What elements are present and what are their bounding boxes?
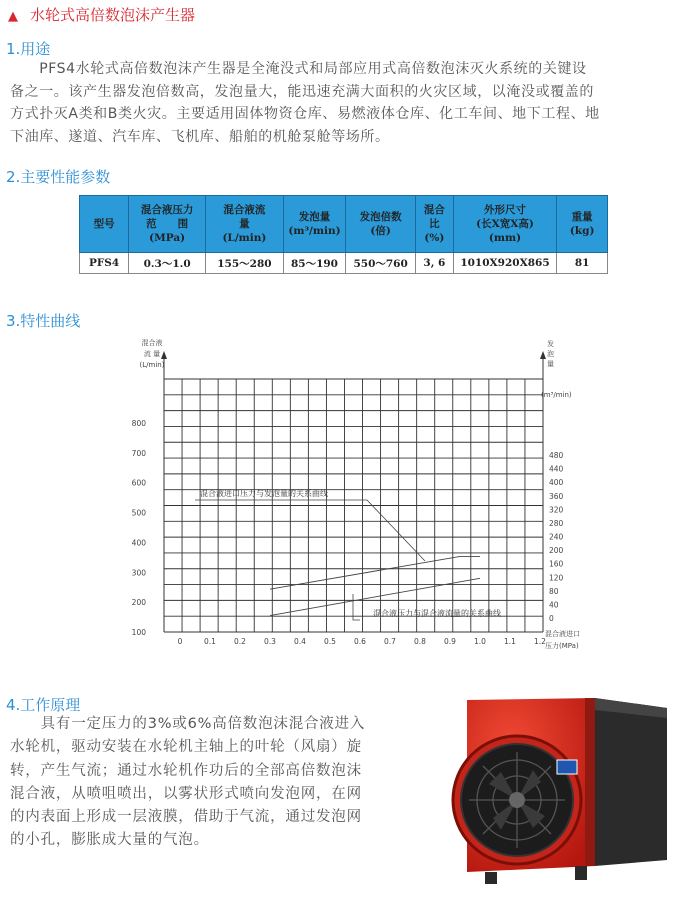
usage-line: 备之一。该产生器发泡倍数高，发泡量大，能迅速充满大面积的火灾区域，以淹没或覆盖的	[10, 83, 594, 100]
principle-line: 混合液，从喷咀喷出，以雾状形式喷向发泡网，在网	[10, 785, 362, 802]
x-tick-label: 0.8	[414, 637, 426, 646]
x-axis-label: 压力(MPa)	[545, 642, 579, 650]
x-tick-label: 0	[177, 637, 183, 646]
principle-line: 的内表面上形成一层液膜，借助于气流，通过发泡网	[10, 809, 362, 826]
principle-line: 水轮机，驱动安装在水轮机主轴上的叶轮（风扇）旋	[10, 739, 362, 756]
right-tick-label: 400	[549, 478, 564, 488]
right-axis-label: (m³/min)	[541, 391, 572, 399]
usage-line: 方式扑灭A类和B类火灾。主要适用固体物资仓库、易燃液体仓库、化工车间、地下工程、地	[10, 106, 600, 122]
left-tick-label: 700	[131, 448, 146, 458]
series-annotation: 混合液压力与混合液流量的关系曲线	[373, 609, 501, 618]
table-cell: 81	[557, 253, 608, 274]
table-cell: 550～760	[346, 253, 416, 274]
header-cell: 发泡量 (m³/min)	[283, 196, 345, 253]
table-cell: 3, 6	[416, 253, 454, 274]
left-tick-label: 600	[131, 478, 146, 488]
x-tick-label: 1.1	[504, 637, 516, 646]
x-tick-label: 0.4	[294, 637, 306, 646]
right-tick-label: 120	[549, 573, 564, 583]
triangle-icon: ▲	[8, 9, 18, 24]
x-tick-label: 0.1	[204, 637, 216, 646]
left-tick-label: 100	[131, 628, 146, 637]
header-cell: 混合液流 量 (L/min)	[206, 196, 284, 253]
left-tick-label: 400	[131, 538, 146, 548]
right-tick-label: 200	[549, 546, 564, 556]
x-tick-label: 0.3	[264, 637, 276, 646]
right-tick-label: 40	[549, 600, 559, 610]
usage-line: 下油库、遂道、汽车库、飞机库、船舶的机舱泵舱等场所。	[10, 128, 390, 145]
x-tick-label: 1.0	[474, 637, 486, 646]
arrow-icon	[540, 351, 546, 359]
left-axis-label: (L/min)	[139, 361, 165, 369]
x-tick-label: 0.9	[444, 637, 456, 646]
header-cell: 外形尺寸 (长X宽X高) (mm)	[453, 196, 557, 253]
principle-line: 转，产生气流；通过水轮机作功后的全部高倍数泡沫	[10, 762, 362, 779]
header-cell: 混合液压力 范 围 (MPa)	[129, 196, 206, 253]
section-heading-usage: 1.用途	[6, 40, 51, 58]
header-cell: 型号	[80, 196, 129, 253]
header-cell: 重量 (kg)	[557, 196, 608, 253]
annotation-leader	[195, 500, 425, 561]
foam-generator-image	[445, 690, 675, 890]
header-cell: 混合 比 (%)	[416, 196, 454, 253]
right-axis-label: 量	[547, 360, 554, 368]
principle-paragraph	[10, 713, 410, 853]
left-tick-label: 300	[131, 568, 146, 578]
table-cell: 155～280	[206, 253, 284, 274]
right-tick-label: 360	[549, 491, 564, 501]
x-tick-label: 0.6	[354, 637, 366, 646]
right-tick-label: 320	[549, 505, 564, 515]
usage-line: PFS4水轮式高倍数泡沫产生器是全淹没式和局部应用式高倍数泡沫灭火系统的关键设	[10, 61, 587, 77]
spec-table	[79, 195, 608, 274]
principle-line: 的小孔，膨胀成大量的气泡。	[10, 832, 209, 849]
left-tick-label: 500	[131, 508, 146, 518]
page-title	[8, 4, 195, 25]
arrow-icon	[161, 351, 167, 359]
x-tick-label: 1.2	[534, 637, 546, 646]
left-axis-label: 混合液	[141, 339, 163, 347]
right-tick-label: 160	[549, 559, 564, 569]
table-cell: 85～190	[283, 253, 345, 274]
x-tick-label: 0.7	[384, 637, 396, 646]
principle-line: 具有一定压力的3%或6%高倍数泡沫混合液进入	[10, 716, 366, 732]
left-tick-label: 800	[131, 419, 146, 428]
right-tick-label: 80	[549, 586, 559, 596]
section-heading-principle: 4.工作原理	[6, 696, 81, 714]
right-tick-label: 0	[549, 614, 554, 623]
series-annotation: 混合液进口压力与发泡量的关系曲线	[200, 489, 328, 498]
x-axis-label: 混合液进口	[545, 630, 580, 638]
right-tick-label: 440	[549, 464, 564, 474]
usage-paragraph	[10, 58, 692, 148]
table-cell: 0.3～1.0	[129, 253, 206, 274]
right-tick-label: 280	[549, 518, 564, 528]
table-row	[80, 253, 608, 274]
left-tick-label: 200	[131, 598, 146, 608]
x-tick-label: 0.2	[234, 637, 246, 646]
table-cell: 1010X920X865	[453, 253, 557, 274]
section-heading-curves: 3.特性曲线	[6, 312, 81, 330]
section-heading-specs: 2.主要性能参数	[6, 168, 111, 186]
title-text: 水轮式高倍数泡沫产生器	[30, 6, 196, 24]
characteristic-chart	[105, 338, 595, 668]
right-tick-label: 240	[549, 532, 564, 542]
header-cell: 发泡倍数 (倍)	[346, 196, 416, 253]
right-axis-label: 发	[547, 340, 554, 348]
right-tick-label: 480	[549, 451, 564, 460]
left-axis-label: 流 量	[143, 350, 161, 358]
table-cell: PFS4	[80, 253, 129, 274]
x-tick-label: 0.5	[324, 637, 336, 646]
right-axis-label: 泡	[547, 350, 554, 358]
